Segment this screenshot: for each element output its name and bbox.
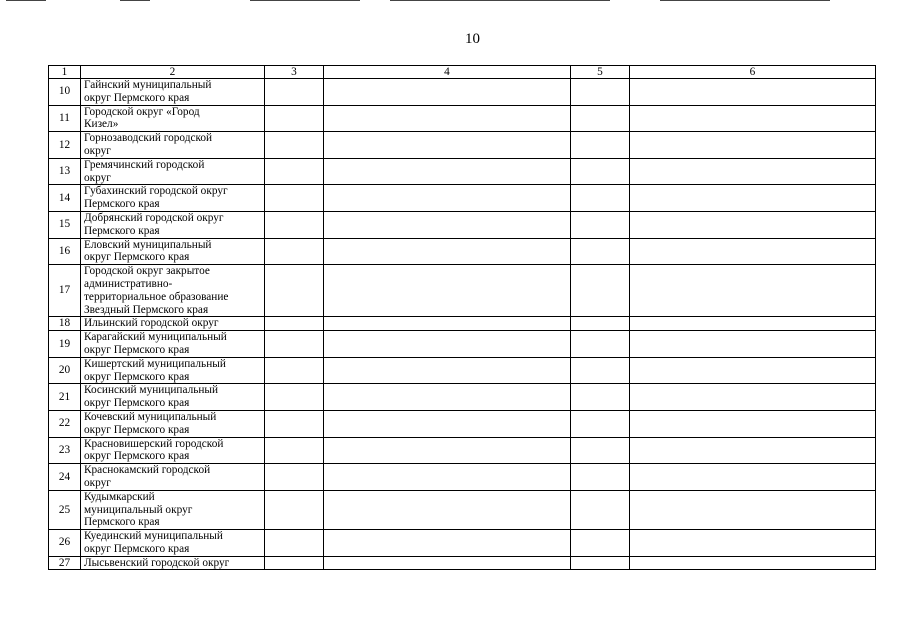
row-number: 15 xyxy=(49,211,81,238)
cell-col-3 xyxy=(265,410,324,437)
table-row xyxy=(49,185,876,212)
cell-col-5 xyxy=(571,265,630,317)
municipality-name-line: Красновишерский городской xyxy=(84,437,224,450)
cell-col-6 xyxy=(630,105,876,132)
cell-col-4 xyxy=(324,265,571,317)
cell-col-5 xyxy=(571,211,630,238)
municipality-name-line: Гайнский муниципальный xyxy=(84,79,212,91)
municipality-name-line: Кишертский муниципальный xyxy=(84,357,226,370)
municipality-name-line: Добрянский городской округ xyxy=(84,211,224,224)
row-number: 26 xyxy=(49,530,81,557)
cell-col-4 xyxy=(324,556,571,570)
cell-col-4 xyxy=(324,357,571,384)
municipality-name-line: округ Пермского края xyxy=(84,450,190,463)
municipality-name-line: округ Пермского края xyxy=(84,542,190,555)
header-col-1: 1 xyxy=(49,66,81,79)
row-number: 19 xyxy=(49,331,81,358)
cell-col-6 xyxy=(630,79,876,106)
municipality-name xyxy=(81,410,265,437)
cell-col-6 xyxy=(630,437,876,464)
cell-col-3 xyxy=(265,331,324,358)
cell-col-4 xyxy=(324,185,571,212)
cell-col-6 xyxy=(630,238,876,265)
cell-col-6 xyxy=(630,384,876,411)
row-number: 11 xyxy=(49,105,81,132)
table-row xyxy=(49,79,876,106)
header-col-5: 5 xyxy=(571,66,630,79)
table-row xyxy=(49,357,876,384)
table-row xyxy=(49,464,876,491)
cell-col-6 xyxy=(630,331,876,358)
cell-col-4 xyxy=(324,158,571,185)
municipality-name xyxy=(81,105,265,132)
municipality-name-line: Куединский муниципальный xyxy=(84,530,223,543)
cell-col-4 xyxy=(324,238,571,265)
table-row xyxy=(49,238,876,265)
municipality-name-line: Кудымкарский xyxy=(84,490,155,503)
cell-col-4 xyxy=(324,530,571,557)
cell-col-3 xyxy=(265,490,324,529)
municipality-name xyxy=(81,384,265,411)
municipality-name-line: округ Пермского края xyxy=(84,343,190,356)
cell-col-6 xyxy=(630,317,876,331)
cell-col-6 xyxy=(630,357,876,384)
row-number: 27 xyxy=(49,556,81,570)
cell-col-3 xyxy=(265,556,324,570)
cell-col-5 xyxy=(571,132,630,159)
cell-col-5 xyxy=(571,410,630,437)
cell-col-4 xyxy=(324,437,571,464)
municipal-table xyxy=(48,65,876,570)
cell-col-6 xyxy=(630,410,876,437)
cell-col-3 xyxy=(265,185,324,212)
municipality-name-line: территориальное образование xyxy=(84,290,229,303)
municipality-name-line: Пермского края xyxy=(84,516,160,529)
municipality-name xyxy=(81,464,265,491)
cell-col-3 xyxy=(265,317,324,331)
cell-col-3 xyxy=(265,357,324,384)
municipality-name xyxy=(81,185,265,212)
cell-col-4 xyxy=(324,211,571,238)
row-number: 13 xyxy=(49,158,81,185)
cell-col-6 xyxy=(630,490,876,529)
header-row xyxy=(49,66,876,79)
row-number: 22 xyxy=(49,410,81,437)
cell-col-3 xyxy=(265,384,324,411)
row-number: 18 xyxy=(49,317,81,331)
table-row xyxy=(49,556,876,570)
table-row xyxy=(49,384,876,411)
municipality-name xyxy=(81,238,265,265)
row-number: 21 xyxy=(49,384,81,411)
table-row xyxy=(49,211,876,238)
header-col-6: 6 xyxy=(630,66,876,79)
municipality-name-line: округ xyxy=(84,144,111,157)
cell-col-6 xyxy=(630,464,876,491)
municipality-name-line: Губахинский городской округ xyxy=(84,185,228,198)
municipality-name-line: округ Пермского края xyxy=(84,370,190,383)
municipality-name-line: Кизел» xyxy=(84,118,119,131)
row-number: 12 xyxy=(49,132,81,159)
municipality-name-line: округ Пермского края xyxy=(84,397,190,410)
municipality-name xyxy=(81,79,265,106)
cell-col-4 xyxy=(324,105,571,132)
table-row xyxy=(49,437,876,464)
cell-col-3 xyxy=(265,105,324,132)
cell-col-6 xyxy=(630,265,876,317)
row-number: 16 xyxy=(49,238,81,265)
cell-col-3 xyxy=(265,464,324,491)
municipality-name-line: Косинский муниципальный xyxy=(84,384,219,397)
municipality-name-line: округ Пермского края xyxy=(84,251,190,264)
cell-col-6 xyxy=(630,132,876,159)
cell-col-5 xyxy=(571,158,630,185)
cell-col-4 xyxy=(324,331,571,358)
municipality-name xyxy=(81,211,265,238)
cell-col-4 xyxy=(324,384,571,411)
cell-col-5 xyxy=(571,437,630,464)
cell-col-5 xyxy=(571,238,630,265)
cell-col-6 xyxy=(630,530,876,557)
cell-col-4 xyxy=(324,317,571,331)
municipality-name-line: Краснокамский городской xyxy=(84,464,211,477)
cell-col-3 xyxy=(265,265,324,317)
municipality-name-line: Кочевский муниципальный xyxy=(84,410,217,423)
municipality-name xyxy=(81,530,265,557)
cell-col-3 xyxy=(265,211,324,238)
municipality-name xyxy=(81,317,265,331)
cell-col-4 xyxy=(324,132,571,159)
table-row xyxy=(49,265,876,317)
table-row xyxy=(49,132,876,159)
cell-col-5 xyxy=(571,556,630,570)
municipality-name-line: Гремячинский городской xyxy=(84,158,205,171)
cell-col-5 xyxy=(571,357,630,384)
header-col-3: 3 xyxy=(265,66,324,79)
municipality-name-line: Лысьвенский городской округ xyxy=(84,556,230,569)
cell-col-5 xyxy=(571,490,630,529)
table-row xyxy=(49,490,876,529)
municipality-name-line: Пермского края xyxy=(84,224,160,237)
municipality-name-line: Пермского края xyxy=(84,198,160,211)
row-number: 25 xyxy=(49,490,81,529)
table-row xyxy=(49,317,876,331)
cell-col-3 xyxy=(265,158,324,185)
municipality-name xyxy=(81,556,265,570)
cell-col-3 xyxy=(265,238,324,265)
municipality-name-line: Ильинский городской округ xyxy=(84,317,219,330)
header-col-4: 4 xyxy=(324,66,571,79)
municipality-name-line: округ xyxy=(84,476,111,489)
cell-col-3 xyxy=(265,132,324,159)
table-body xyxy=(49,79,876,570)
municipality-name-line: округ xyxy=(84,171,111,184)
cell-col-3 xyxy=(265,437,324,464)
cell-col-3 xyxy=(265,79,324,106)
scan-top-edge xyxy=(0,0,905,4)
page-number: 10 xyxy=(465,31,480,47)
cell-col-5 xyxy=(571,79,630,106)
municipality-name-line: Городской округ «Город xyxy=(84,105,200,118)
municipality-name-line: Еловский муниципальный xyxy=(84,238,212,251)
municipality-name-line: Карагайский муниципальный xyxy=(84,331,227,344)
cell-col-3 xyxy=(265,530,324,557)
cell-col-4 xyxy=(324,410,571,437)
cell-col-5 xyxy=(571,384,630,411)
row-number: 17 xyxy=(49,265,81,317)
table-row xyxy=(49,158,876,185)
cell-col-6 xyxy=(630,211,876,238)
row-number: 20 xyxy=(49,357,81,384)
cell-col-5 xyxy=(571,530,630,557)
cell-col-5 xyxy=(571,317,630,331)
cell-col-6 xyxy=(630,185,876,212)
cell-col-4 xyxy=(324,79,571,106)
municipality-name-line: Звездный Пермского края xyxy=(84,303,209,316)
municipality-name-line: округ Пермского края xyxy=(84,423,190,436)
municipality-name xyxy=(81,490,265,529)
municipality-name xyxy=(81,265,265,317)
table-row xyxy=(49,530,876,557)
cell-col-4 xyxy=(324,490,571,529)
municipality-name-line: Горнозаводский городской xyxy=(84,132,213,145)
table-row xyxy=(49,331,876,358)
cell-col-5 xyxy=(571,105,630,132)
table-row xyxy=(49,410,876,437)
row-number: 14 xyxy=(49,185,81,212)
municipality-name xyxy=(81,331,265,358)
row-number: 24 xyxy=(49,464,81,491)
header-col-2: 2 xyxy=(81,66,265,79)
cell-col-6 xyxy=(630,556,876,570)
municipality-name xyxy=(81,158,265,185)
municipality-name-line: муниципальный округ xyxy=(84,503,193,516)
cell-col-4 xyxy=(324,464,571,491)
municipality-name-line: административно- xyxy=(84,277,173,290)
municipality-name xyxy=(81,437,265,464)
municipality-name-line: Городской округ закрытое xyxy=(84,265,210,278)
cell-col-5 xyxy=(571,185,630,212)
municipality-name xyxy=(81,132,265,159)
row-number: 23 xyxy=(49,437,81,464)
cell-col-5 xyxy=(571,331,630,358)
cell-col-5 xyxy=(571,464,630,491)
municipality-name xyxy=(81,357,265,384)
row-number: 10 xyxy=(49,79,81,106)
municipality-name-line: округ Пермского края xyxy=(84,91,190,104)
table-row xyxy=(49,105,876,132)
cell-col-6 xyxy=(630,158,876,185)
